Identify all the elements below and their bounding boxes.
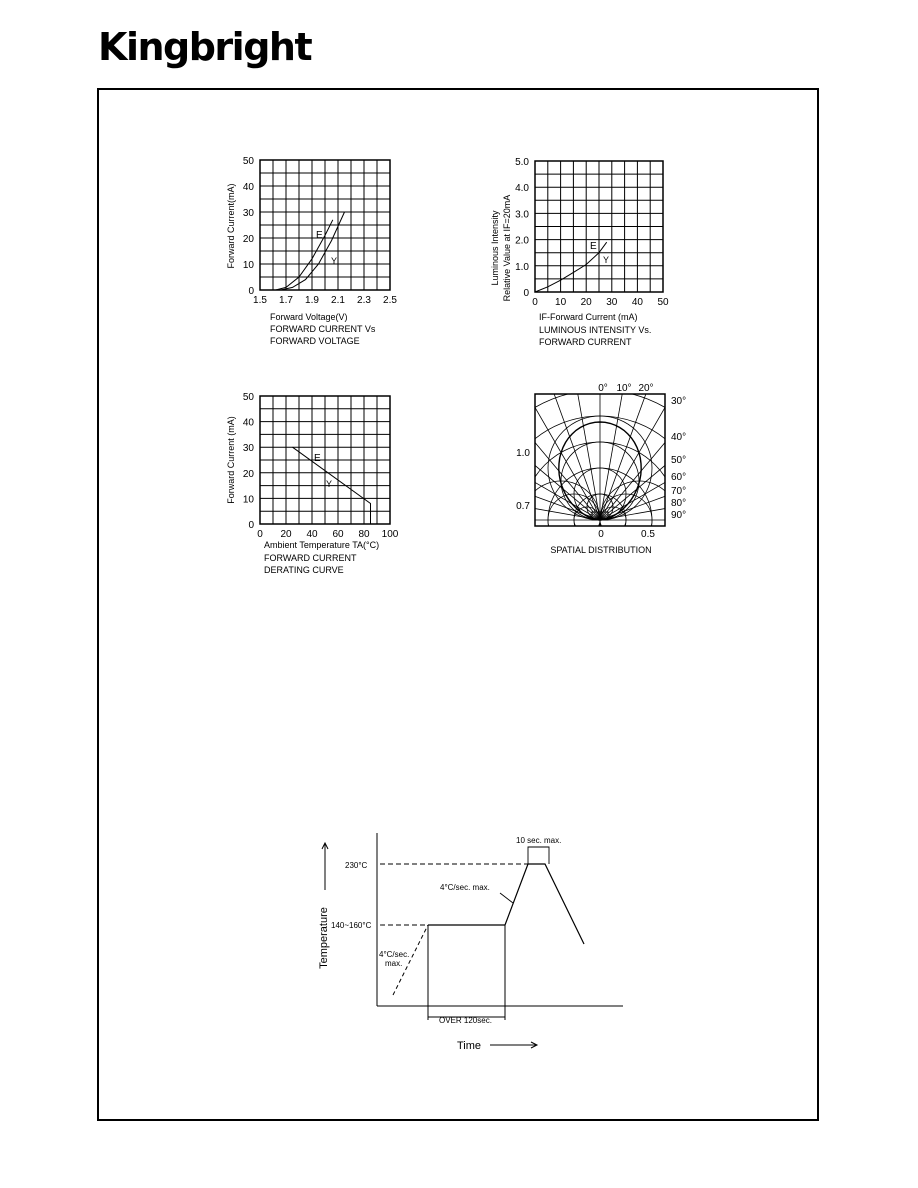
x-tick-label: 30 [606, 297, 618, 308]
x-tick-label: 20 [280, 529, 292, 540]
angle-label: 70° [671, 486, 687, 497]
series-label-y: Y [603, 255, 610, 265]
polar-ray [393, 445, 600, 520]
soldering-profile-chart [318, 833, 623, 1052]
y-tick-label: 30 [242, 443, 254, 455]
caption-line-1: FORWARD CURRENT [264, 553, 357, 563]
series-label-e: E [316, 230, 323, 241]
angle-label: 0° [598, 383, 608, 394]
angle-label: 10° [616, 383, 632, 394]
x-tick-label: 0 [257, 529, 263, 540]
label-230c: 230°C [345, 861, 368, 870]
y-tick-label: 1.0 [515, 261, 529, 273]
x-tick-label: 10 [555, 297, 567, 308]
y-tick-label: 3.0 [515, 209, 529, 221]
x-tick-label: 60 [332, 529, 344, 540]
angle-label: 60° [671, 472, 687, 483]
y-axis-label: Forward Current(mA) [226, 183, 236, 269]
x-axis-label: Ambient Temperature TA(°C) [264, 540, 380, 550]
x-tick-label: 100 [381, 529, 399, 540]
x-axis-label: IF-Forward Current (mA) [539, 312, 638, 322]
forward-current-vs-voltage-chart [226, 156, 397, 346]
y-tick-label: 30 [242, 208, 254, 219]
y-axis-label: Forward Current (mA) [226, 416, 236, 504]
radial-label: 1.0 [516, 448, 530, 459]
y-tick-label: 0 [248, 286, 254, 297]
y-tick-label: 20 [242, 234, 254, 245]
y-tick-label: 10 [242, 260, 254, 271]
x-tick-label: 2.3 [357, 295, 371, 306]
x-tick-label: 2.5 [383, 295, 397, 306]
x-tick-label: 1.9 [305, 295, 319, 306]
series-label-e: E [314, 453, 321, 464]
y-tick-label: 20 [242, 468, 254, 480]
angle-label: 20° [638, 383, 654, 394]
brand-logo: Kingbright [98, 25, 312, 69]
polar-grid [380, 300, 820, 650]
angle-label: 30° [671, 396, 687, 407]
caption-line-2: FORWARD CURRENT [539, 337, 632, 347]
y-tick-label: 40 [242, 182, 254, 193]
y-tick-label: 50 [242, 156, 254, 167]
y-tick-label: 0 [523, 288, 529, 299]
radial-label: 0.7 [516, 501, 530, 512]
spatial-distribution-chart [380, 300, 820, 650]
x-tick-label: 50 [657, 297, 669, 308]
series-line-e [276, 220, 333, 290]
x-tick-label: 40 [306, 529, 318, 540]
label-over-120sec: OVER 120sec. [439, 1016, 492, 1025]
x-tick-label: 20 [580, 297, 592, 308]
y-tick-label: 50 [242, 392, 254, 403]
caption-line-2: FORWARD VOLTAGE [270, 336, 360, 346]
caption-line-1: FORWARD CURRENT Vs [270, 324, 376, 334]
y-tick-label: 4.0 [515, 183, 529, 195]
series-label-y: Y [331, 256, 338, 266]
label-ramp-rate-1: 4°C/sec. max. [440, 883, 490, 892]
x-axis-label: Forward Voltage(V) [270, 312, 348, 322]
x-tick-label: 80 [358, 529, 370, 540]
x-axis-label: Time [457, 1040, 482, 1052]
y-tick-label: 5.0 [515, 157, 529, 168]
derating-curve-chart [226, 392, 399, 575]
polar-ray [600, 445, 807, 520]
caption-line-1: LUMINOUS INTENSITY Vs. [539, 325, 652, 335]
ten-sec-bracket [528, 847, 549, 864]
y-axis-label-1: Luminous Intensity [490, 210, 500, 286]
y-axis-label-2: Relative Value at IF=20mA [502, 194, 512, 302]
angle-label: 90° [671, 510, 687, 521]
angle-label: 50° [671, 455, 687, 466]
x-tick-label: 1.7 [279, 295, 293, 306]
y-tick-label: 40 [242, 417, 254, 429]
y-axis-label: Temperature [318, 907, 330, 969]
label-10-sec-max: 10 sec. max. [516, 836, 562, 845]
radial-label: 0.5 [641, 529, 655, 540]
x-tick-label: 0 [532, 297, 538, 308]
series-label-e: E [590, 241, 597, 252]
x-tick-label: 40 [631, 297, 643, 308]
label-ramp-rate-2a: 4°C/sec. [379, 950, 410, 959]
x-tick-label: 1.5 [253, 295, 267, 306]
label-ramp-rate-2b: max. [385, 959, 403, 968]
profile-line [428, 864, 584, 944]
caption: SPATIAL DISTRIBUTION [550, 545, 652, 555]
radial-label: 0 [598, 529, 604, 540]
caption-line-2: DERATING CURVE [264, 565, 344, 575]
slope-pointer [500, 893, 513, 903]
y-tick-label: 2.0 [515, 235, 529, 247]
series-label-y: Y [326, 479, 333, 489]
label-140-160c: 140~160°C [331, 921, 372, 930]
y-tick-label: 10 [242, 494, 254, 506]
y-tick-label: 0 [248, 520, 254, 531]
angle-label: 80° [671, 498, 687, 509]
angle-label: 40° [671, 432, 687, 443]
luminous-intensity-chart [490, 157, 669, 347]
x-tick-label: 2.1 [331, 295, 345, 306]
